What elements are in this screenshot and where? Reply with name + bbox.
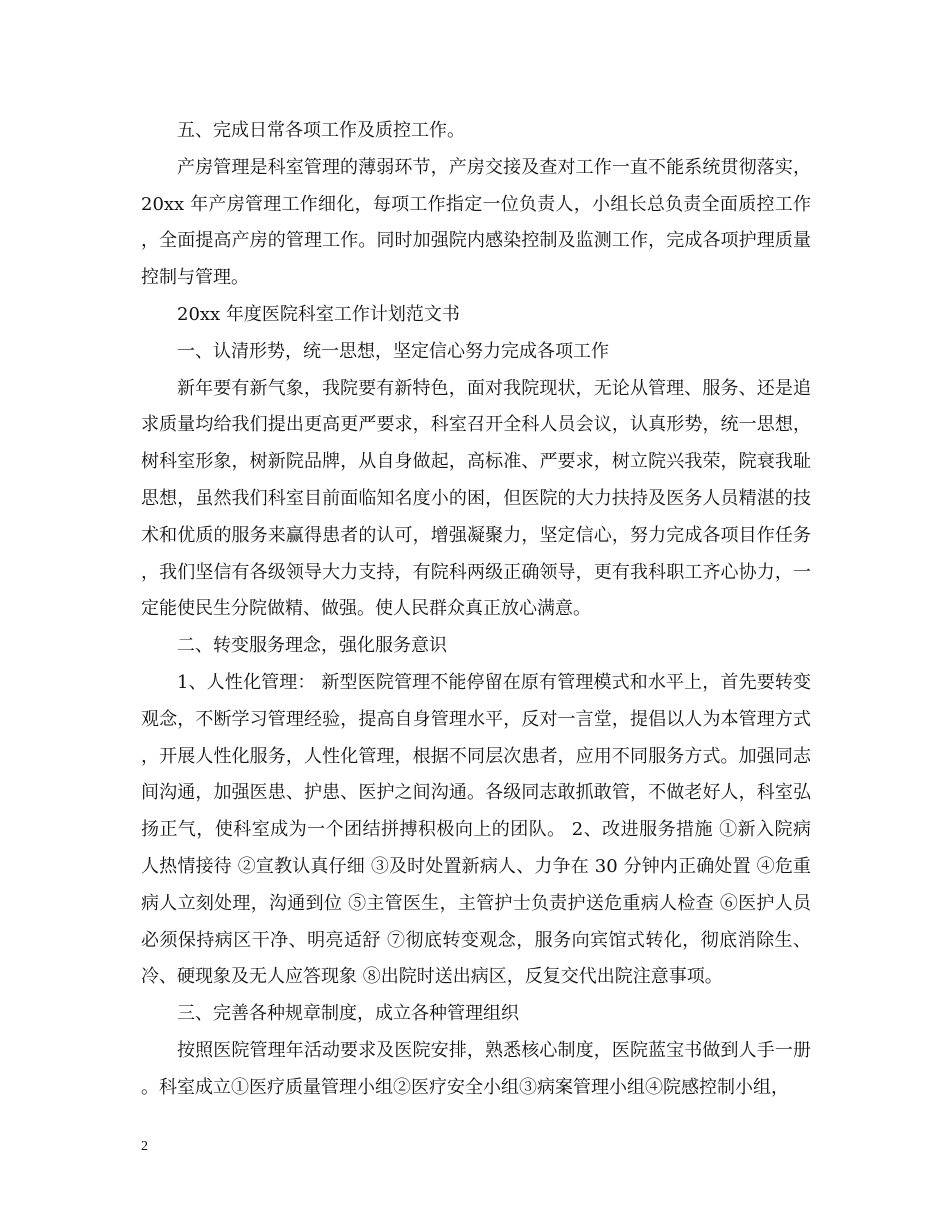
section-heading-3: 三、完善各种规章制度，成立各种管理组织 <box>177 1003 519 1025</box>
section-heading-2: 二、转变服务理念，强化服务意识 <box>177 635 447 657</box>
paragraph-rules-and-groups: 按照医院管理年活动要求及医院安排，熟悉核心制度，医院蓝宝书做到人手一册。科室成立①医疗质量管理小组②医疗安全小组③病案管理小组④院感控制小组， <box>141 1039 811 1098</box>
document-body <box>141 113 811 1107</box>
section-heading-1: 一、认清形势，统一思想，坚定信心努力完成各项工作 <box>177 340 609 362</box>
section-heading-5: 五、完成日常各项工作及质控工作。 <box>177 120 465 141</box>
paragraph-humanized-management: 1、人性化管理： 新型医院管理不能停留在原有管理模式和水平上，首先要转变观念，不断学习管理经验，提高自身管理水平，反对一言堂，提倡以人为本管理方式，开展人性化服务，人性化管理，根据不同层次患者，应用不同服务方式。加强同志间沟通，加强医患、护患、医护之间沟通。各级同志敢抓敢管，不做老好人，科室弘扬正气，使科室成为一个团结拼搏积极向上的团队。 2、改进服务措施 ①新入院病人热情接待 ②宣教认真仔细 ③及时处置新病人、力争在 30 分钟内正确处置 ④危重病人立刻处理，沟通到位 ⑤主管医生，主管护士负责护送危重病人检查 ⑥医护人员必须保持病区干净、明亮适舒 ⑦彻底转变观念，服务向宾馆式转化，彻底消除生、冷、硬现象及无人应答现象 ⑧出院时送出病区，反复交代出院注意事项。 <box>141 671 811 988</box>
document-title: 20xx 年度医院科室工作计划范文书 <box>177 303 460 325</box>
paragraph-new-year: 新年要有新气象，我院要有新特色，面对我院现状，无论从管理、服务、还是追求质量均给我们提出更高更严要求，科室召开全科人员会议，认真形势，统一思想，树科室形象，树新院品牌，从自身做起，高标准、严要求，树立院兴我荣，院衰我耻思想，虽然我们科室目前面临知名度小的困，但医院的大力扶持及医务人员精湛的技术和优质的服务来赢得患者的认可，增强凝聚力，坚定信心，努力完成各项目作任务，我们坚信有各级领导大力支持，有院科两级正确领导，更有我科职工齐心协力，一定能使民生分院做精、做强。使人民群众真正放心满意。 <box>141 377 811 620</box>
page-number: 2 <box>141 1139 148 1154</box>
paragraph-delivery-room-management: 产房管理是科室管理的薄弱环节，产房交接及查对工作一直不能系统贯彻落实，20xx 年产房管理工作细化，每项工作指定一位负责人，小组长总负责全面质控工作，全面提高产房的管理工作。同时加强院内感染控制及监测工作，完成各项护理质量控制与管理。 <box>141 156 811 289</box>
